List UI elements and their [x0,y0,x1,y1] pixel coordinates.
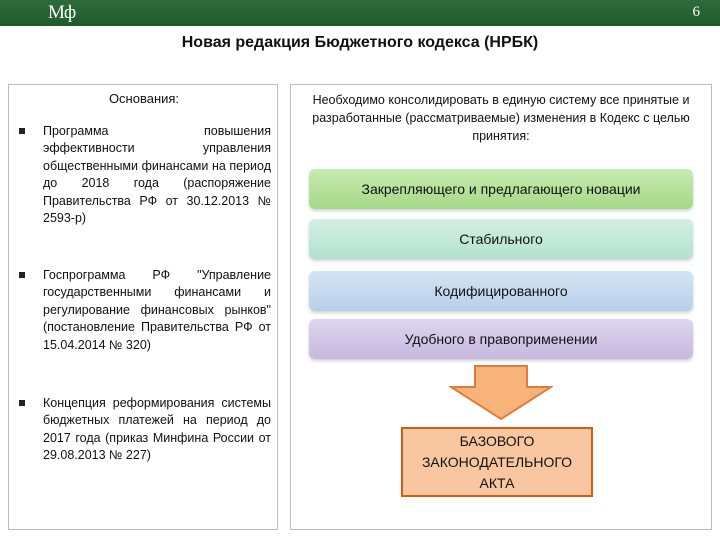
goal-band-novation: Закрепляющего и предлагающего новации [309,169,693,209]
goals-intro: Необходимо консолидировать в единую систему все принятые и разработанные (рассматриваемые) изменения в Кодекс с целью принятия: [312,93,690,143]
basis-panel [8,84,278,530]
basis-item-text: Госпрограмма РФ "Управление государственными финансами и регулирование финансовых рынков" (постановление Правительства РФ от 15.04.2014 № 320) [43,268,271,352]
header-bar [0,0,720,26]
bullet-square-icon [19,128,25,134]
page-number: 6 [692,4,700,20]
result-line: ЗАКОНОДАТЕЛЬНОГО [421,453,573,470]
basis-item-text: Программа повышения эффективности управления общественными финансами на период до 2018 года (распоряжение Правительства РФ от 30.12.2013 № 2593-р) [43,124,271,226]
result-box [401,427,593,497]
basis-heading: Основания: [108,91,180,106]
slide-title: Новая редакция Бюджетного кодекса (НРБК) [181,34,539,51]
bullet-square-icon [19,272,25,278]
goal-band-stable: Стабильного [309,219,693,259]
ministry-logo: Мф [48,2,76,23]
goal-band-convenient: Удобного в правоприменении [309,319,693,359]
goal-band-codified: Кодифицированного [309,271,693,311]
result-line: БАЗОВОГО [459,432,535,449]
bullet-square-icon [19,400,25,406]
down-arrow-icon [449,365,553,421]
goals-panel [290,84,712,530]
result-line: АКТА [479,474,515,491]
basis-item-text: Концепция реформирования системы бюджетных платежей на период до 2017 года (приказ Минфина России от 29.08.2013 № 227) [43,396,271,463]
